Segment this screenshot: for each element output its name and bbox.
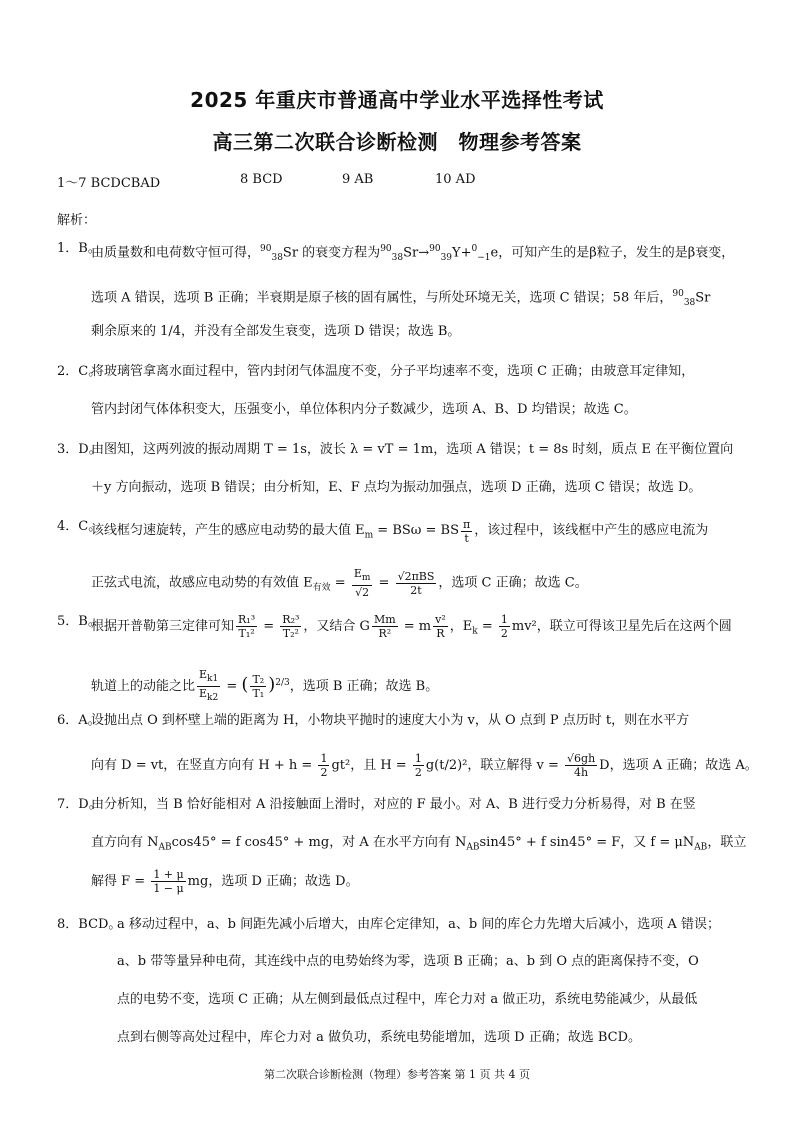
solution-1-line-3: 剩余原来的 1/4，并没有全部发生衰变，选项 D 错误；故选 B。	[91, 324, 461, 339]
solution-4-number: 4．C。	[57, 519, 102, 534]
solution-8	[57, 916, 739, 1056]
solution-2-line-2: 管内封闭气体体积变大，压强变小，单位体积内分子数减少，选项 A、B、D 均错误；故选 C。	[91, 402, 637, 417]
solution-3	[57, 441, 739, 501]
answer-8: 8 BCD	[240, 172, 283, 187]
solution-3-line-1: 由图知，这两列波的振动周期 T = 1s，波长 λ = vT = 1m，选项 A 错误；t = 8s 时刻，质点 E 在平衡位置向	[91, 442, 734, 457]
solution-5-number: 5．B。	[57, 614, 101, 629]
answer-1-7: 1～7 BCDCBAD	[57, 176, 161, 191]
solution-2-line-1: 将玻璃管拿离水面过程中，管内封闭气体温度不变，分子平均速率不变，选项 C 正确；由玻意耳定律知，	[91, 364, 695, 379]
solution-5-line-2: 轨道上的动能之比 $\frac{E_{k1}}{E_{k2}}$ = ( $\frac{\text{T₂}}{\text{T₁}}$ )$^{2/3}$，选项 B 正确；故选 B。	[91, 668, 439, 704]
solution-1-number: 1．B。	[57, 241, 101, 256]
page-footer: 第二次联合诊断检测（物理）参考答案 第 1 页 共 4 页	[264, 1068, 530, 1081]
solution-7	[57, 796, 747, 896]
solution-5	[57, 610, 739, 702]
solution-8-line-4: 点到右侧等高处过程中，库仑力对 a 做负功，系统电势能增加，选项 D 正确；故选 BCD。	[117, 1030, 641, 1045]
solution-6	[57, 712, 758, 782]
exam-title: 2025 年重庆市普通高中学业水平选择性考试	[190, 88, 604, 112]
answer-title: 高三第二次联合诊断检测 物理参考答案	[212, 130, 582, 154]
solution-4	[57, 515, 739, 600]
solution-7-line-2: 直方向有 $N_{AB}\cos 45^\circ = f$ cos45° + mg，对 A 在水平方向有 $N_{AB}\sin 45^\circ + f$ sin45° = F，又 $f = \mu N_{AB}$，联立	[91, 835, 747, 853]
solution-1	[57, 240, 739, 340]
solution-1-line-1: 由质量数和电荷数守恒可得，$^{90}_{38}$Sr 的衰变方程为$^{90}_{38}$Sr→$^{90}_{39}$Y+$^0_{-1}$e，可知产生的是β粒子，发生的是β衰变，	[91, 244, 735, 263]
solution-8-line-1: a 移动过程中，a、b 间距先减小后增大，由库仑定律知，a、b 间的库仑力先增大后减小，选项 A 错误；	[117, 917, 720, 932]
solution-4-line-1: 该线框匀速旋转，产生的感应电动势的最大值 $E_m = BS\omega$ = BS $\frac{\pi}{t}$ ，该过程中，该线框中产生的感应电流为	[91, 518, 709, 545]
solution-8-line-2: a、b 带等量异种电荷，其连线中点的电势始终为零，选项 B 正确；a、b 到 O 点的距离保持不变，O	[117, 954, 699, 969]
solution-3-number: 3．D。	[57, 442, 102, 457]
solution-2-number: 2．C。	[57, 364, 102, 379]
analysis-label: 解析：	[57, 213, 97, 228]
solution-1-line-2: 选项 A 错误，选项 B 正确；半衰期是原子核的固有属性，与所处环境无关，选项 C 错误；58 年后，$^{90}_{38}$Sr	[91, 289, 711, 308]
solution-2	[57, 363, 739, 423]
solution-8-number: 8．BCD。	[57, 917, 122, 932]
solution-7-number: 7．D。	[57, 797, 102, 812]
answer-9: 9 AB	[342, 172, 374, 187]
solution-8-line-3: 点的电势不变，选项 C 正确；从左侧到最低点过程中，库仑力对 a 做正功，系统电势能减少，从最低	[117, 992, 698, 1007]
solution-6-line-1: 设抛出点 O 到杯壁上端的距离为 H，小物块平抛时的速度大小为 v，从 O 点到 P 点历时 t，则在水平方	[91, 713, 690, 728]
solution-6-line-2: 向有 D = vt，在竖直方向有 H + h = $\frac{1}{2}$ gt²，且 H = $\frac{1}{2}$ g(t/2)²，联立解得 v = $\frac{√6gh}{4h}$ D，选项 A 正确；故选 A。	[91, 752, 758, 779]
solution-4-line-2: 正弦式电流，故感应电动势的有效值 $E_{有效}$ = $\frac{E_m}{√2}$ = $\frac{\text{√2πBS}}{2t}$ ，选项 C 正确；故选 C。	[91, 567, 588, 600]
solution-6-number: 6．A。	[57, 713, 101, 728]
solution-7-line-3: 解得 F = $\frac{1 + \mu}{1 - \mu}$ mg，选项 D 正确；故选 D。	[91, 868, 359, 895]
solution-3-line-2: ＋y 方向振动，选项 B 错误；由分析知，E、F 点均为振动加强点，选项 D 正确，选项 C 错误；故选 D。	[91, 480, 702, 495]
answer-10: 10 AD	[435, 172, 476, 187]
solution-7-line-1: 由分析知，当 B 恰好能相对 A 沿接触面上滑时，对应的 F 最小。对 A、B 进行受力分析易得，对 B 在竖	[91, 797, 696, 812]
solution-5-line-1: 根据开普勒第三定律可知 $\frac{\text{R₁³}}{\text{T₁²}}$ = $\frac{\text{R₂³}}{\text{T₂²}}$ ，又结合 G $\frac{Mm}{\text{R²}}$ = m $\frac{\text{v²}}{R}$ ，$E_k$ = $\frac{1}{2}$ mv²，联立可得该卫星先后在这两个圆	[91, 613, 732, 640]
